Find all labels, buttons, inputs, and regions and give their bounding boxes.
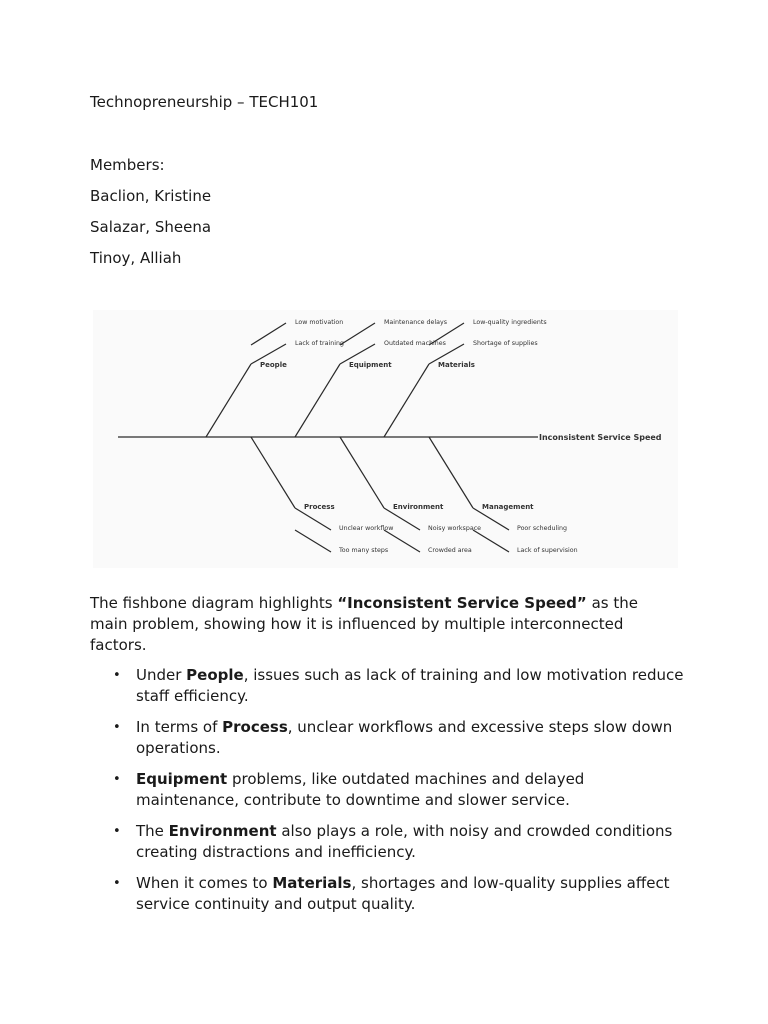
cause-label: Poor scheduling	[517, 525, 567, 532]
members-label: Members:	[90, 156, 165, 174]
problem-label: Inconsistent Service Speed	[539, 433, 662, 442]
summary-paragraph	[90, 593, 660, 656]
cause-label: Crowded area	[428, 547, 472, 554]
item-keyword: Equipment	[136, 770, 228, 788]
bone-environment	[340, 437, 384, 508]
twig-line	[251, 323, 286, 345]
cause-label: Outdated machines	[384, 340, 446, 347]
member-name: Salazar, Sheena	[90, 218, 212, 236]
twig-line	[384, 530, 420, 552]
cause-label: Shortage of supplies	[473, 340, 538, 347]
twig-line	[295, 530, 331, 552]
twig-line	[340, 323, 375, 345]
cause-label: Lack of training	[295, 340, 344, 347]
twig-line	[473, 530, 509, 552]
category-label: Equipment	[349, 361, 392, 369]
cause-label: Low-quality ingredients	[473, 319, 547, 326]
item-text: In terms of	[136, 718, 223, 736]
bone-management	[429, 437, 473, 508]
twig-line	[295, 508, 331, 530]
cause-label: Too many steps	[339, 547, 389, 554]
item-text: Under	[136, 666, 187, 684]
category-label: People	[260, 361, 287, 369]
bone-equipment	[295, 364, 340, 437]
factor-list	[90, 665, 690, 925]
list-item	[90, 665, 690, 707]
item-text: problems, like outdated machines and delayed maintenance, contribute to downtime and slower service.	[136, 770, 585, 809]
member-name: Tinoy, Alliah	[90, 249, 182, 267]
list-item	[90, 717, 690, 759]
item-text: When it comes to	[136, 874, 273, 892]
cause-label: Unclear workflow	[339, 525, 394, 532]
category-label: Management	[482, 503, 534, 511]
category-label: Environment	[393, 503, 444, 511]
item-keyword: Materials	[272, 874, 352, 892]
item-text: , shortages and low-quality supplies affect service continuity and output quality.	[136, 874, 670, 913]
summary-problem: “Inconsistent Service Speed”	[337, 594, 587, 612]
fishbone-diagram	[93, 310, 678, 568]
category-label: Materials	[438, 361, 475, 369]
cause-label: Low motivation	[295, 319, 344, 326]
cause-label: Lack of supervision	[517, 547, 578, 554]
summary-text: The fishbone diagram highlights	[90, 594, 338, 612]
summary-text: as the main problem, showing how it is influenced by multiple interconnected factors.	[90, 594, 638, 654]
item-keyword: People	[186, 666, 244, 684]
item-keyword: Process	[222, 718, 288, 736]
category-label: Process	[304, 503, 335, 511]
item-text: The	[136, 822, 169, 840]
item-text: also plays a role, with noisy and crowded conditions creating distractions and inefficiency.	[136, 822, 673, 861]
bone-process	[251, 437, 295, 508]
cause-label: Maintenance delays	[384, 319, 448, 326]
cause-label: Noisy workspace	[428, 525, 482, 532]
course-title: Technopreneurship – TECH101	[90, 93, 319, 111]
bone-people	[206, 364, 251, 437]
item-text: , issues such as lack of training and low motivation reduce staff efficiency.	[136, 666, 684, 705]
item-text: , unclear workflows and excessive steps slow down operations.	[136, 718, 673, 757]
member-name: Baclion, Kristine	[90, 187, 212, 205]
item-keyword: Environment	[168, 822, 277, 840]
bone-materials	[384, 364, 429, 437]
list-item	[90, 769, 690, 811]
list-item	[90, 821, 690, 863]
list-item	[90, 873, 690, 915]
